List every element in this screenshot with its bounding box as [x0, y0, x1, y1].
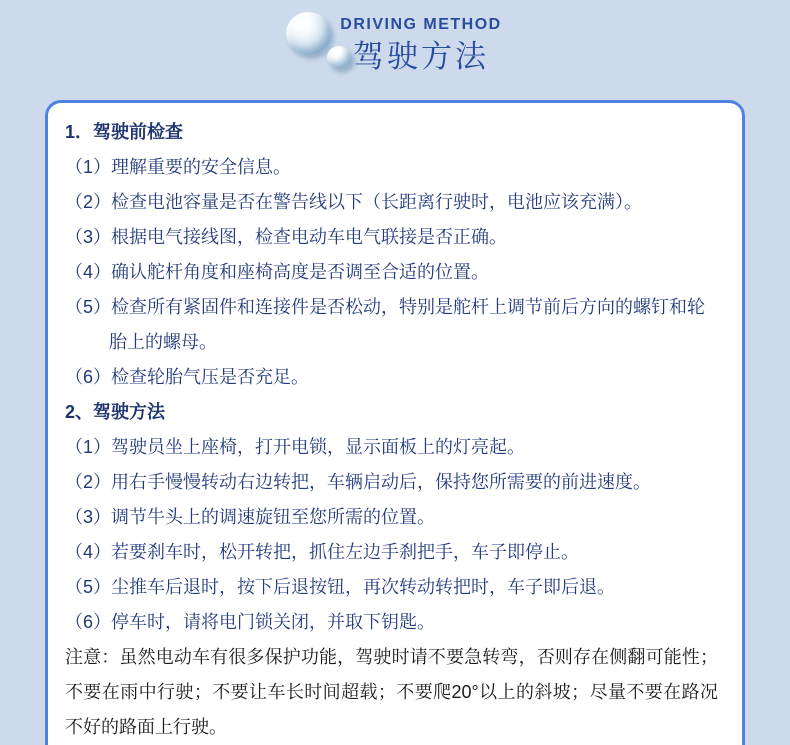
section-1-heading: 1．驾驶前检查: [65, 122, 184, 142]
page-title: 驾驶方法: [353, 39, 489, 74]
list-item: （5）检查所有紧固件和连接件是否松动，特别是舵杆上调节前后方向的螺钉和轮胎上的螺母。: [65, 297, 706, 352]
list-item: （6）检查轮胎气压是否充足。: [65, 367, 310, 387]
list-item: （6）停车时，请将电门锁关闭，并取下钥匙。: [65, 612, 436, 632]
list-item: （1）理解重要的安全信息。: [65, 157, 292, 177]
note-text: 注意：虽然电动车有很多保护功能，驾驶时请不要急转弯，否则存在侧翻可能性；不要在雨中行驶；不要让车长时间超载；不要爬20°以上的斜坡；尽量不要在路况不好的路面上行驶。: [65, 647, 718, 737]
list-item: （2）检查电池容量是否在警告线以下（长距离行驶时，电池应该充满）。: [65, 192, 643, 212]
list-item: （4）确认舵杆角度和座椅高度是否调至合适的位置。: [65, 262, 490, 282]
section-2-heading: 2、驾驶方法: [65, 402, 166, 422]
page-header: [0, 0, 790, 100]
eyebrow-text: DRIVING METHOD: [340, 16, 502, 33]
header-text-block: [280, 14, 562, 77]
list-item: （1）驾驶员坐上座椅，打开电锁，显示面板上的灯亮起。: [65, 437, 526, 457]
list-item: （5）尘推车后退时，按下后退按钮，再次转动转把时，车子即后退。: [65, 577, 616, 597]
list-item: （2）用右手慢慢转动右边转把，车辆启动后，保持您所需要的前进速度。: [65, 472, 652, 492]
list-item: （3）根据电气接线图，检查电动车电气联接是否正确。: [65, 227, 508, 247]
list-item: （3）调节牛头上的调速旋钮至您所需的位置。: [65, 507, 436, 527]
list-item: （4）若要刹车时，松开转把，抓住左边手刹把手，车子即停止。: [65, 542, 580, 562]
content-card: [45, 100, 745, 745]
